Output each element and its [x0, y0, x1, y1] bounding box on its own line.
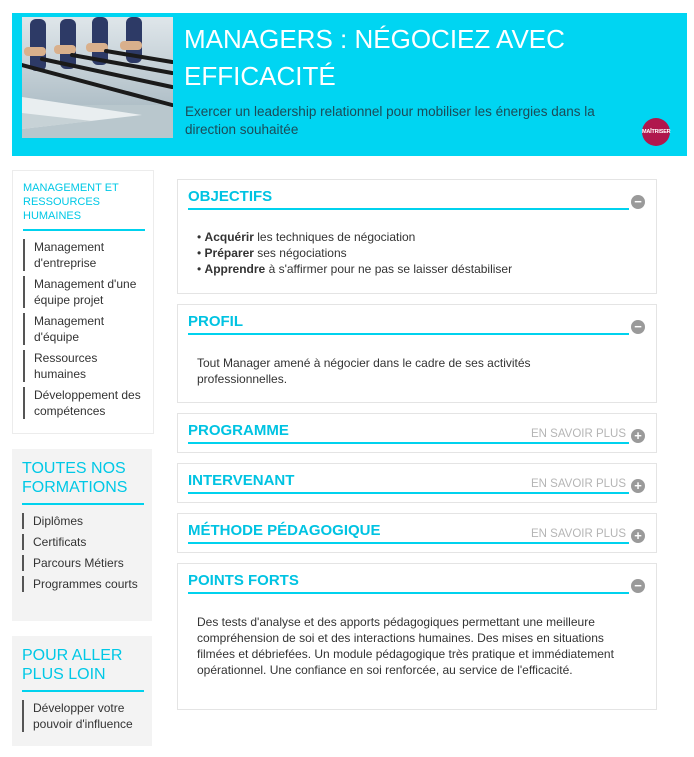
section-objectifs: [177, 179, 657, 294]
minus-circle-icon[interactable]: −: [631, 579, 645, 593]
page-subtitle: Exercer un leadership relationnel pour mobiliser les énergies dans la direction souhaitée: [185, 104, 595, 137]
sidebar-plus-loin: [12, 636, 152, 746]
section-title: PROGRAMME: [188, 422, 289, 439]
list-item: • Acquérir les techniques de négociation: [197, 230, 416, 244]
minus-circle-icon[interactable]: −: [631, 320, 645, 334]
en-savoir-plus-link[interactable]: EN SAVOIR PLUS: [530, 478, 626, 490]
sidebar-item-ressources-humaines[interactable]: Ressources humaines: [23, 350, 148, 382]
list-item: • Apprendre à s'affirmer pour ne pas se laisser déstabiliser: [197, 262, 513, 276]
en-savoir-plus-link[interactable]: EN SAVOIR PLUS: [530, 528, 626, 540]
sidebar-item-parcours-metiers[interactable]: Parcours Métiers: [22, 555, 147, 571]
section-profil: [177, 304, 657, 403]
section-points-forts: [177, 563, 657, 710]
section-intervenant-header[interactable]: [178, 464, 656, 498]
plus-circle-icon[interactable]: +: [631, 479, 645, 493]
section-intervenant[interactable]: [177, 463, 657, 503]
section-methode[interactable]: [177, 513, 657, 553]
sidebar-formations-heading[interactable]: TOUTES NOS FORMATIONS: [22, 459, 144, 505]
sidebar-management: [12, 170, 154, 434]
maitriser-badge: MAÎTRISER: [642, 118, 670, 146]
objectifs-list: [197, 229, 646, 277]
section-title: POINTS FORTS: [188, 572, 299, 589]
section-points-forts-text: Des tests d'analyse et des apports pédagogiques permettant une meilleure compréhension de soi et des interactions humaines. Des mises en situations filmées et débriefées. Un module pédagogique très pratique et immédiatement opérationnel. Une confiance en soi renforcée, au service de l'efficacité.: [197, 615, 614, 677]
page-title: MANAGERS : NÉGOCIEZ AVEC EFFICACITÉ: [184, 24, 565, 91]
sidebar-item-programmes-courts[interactable]: Programmes courts: [22, 576, 147, 592]
section-title: PROFIL: [188, 313, 243, 330]
section-points-forts-header[interactable]: [178, 564, 656, 598]
sidebar-item-diplomes[interactable]: Diplômes: [22, 513, 147, 529]
section-objectifs-body: [178, 214, 656, 291]
sidebar-plus-loin-heading[interactable]: POUR ALLER PLUS LOIN: [22, 646, 144, 692]
sidebar-item-management-entreprise[interactable]: Management d'entreprise: [23, 239, 148, 271]
sidebar-management-list: [23, 239, 143, 419]
minus-circle-icon[interactable]: −: [631, 195, 645, 209]
header-banner: [12, 13, 687, 156]
list-item: • Préparer ses négociations: [197, 246, 347, 260]
plus-circle-icon[interactable]: +: [631, 429, 645, 443]
section-title: OBJECTIFS: [188, 188, 273, 205]
sidebar-item-management-equipe[interactable]: Management d'équipe: [23, 313, 148, 345]
sidebar-management-heading[interactable]: MANAGEMENT ET RESSOURCES HUMAINES: [23, 181, 145, 231]
section-objectifs-header[interactable]: [178, 180, 656, 214]
section-title: INTERVENANT: [188, 472, 295, 489]
sidebar-item-developpement-competences[interactable]: Développement des compétences: [23, 387, 148, 419]
section-methode-header[interactable]: [178, 514, 656, 548]
section-profil-text: Tout Manager amené à négocier dans le cadre de ses activités professionnelles.: [197, 356, 531, 386]
en-savoir-plus-link[interactable]: EN SAVOIR PLUS: [530, 428, 626, 440]
section-programme-header[interactable]: [178, 414, 656, 448]
section-programme[interactable]: [177, 413, 657, 453]
sidebar-formations-list: [22, 513, 142, 592]
sidebar-plus-loin-list: [22, 700, 142, 732]
section-title: MÉTHODE PÉDAGOGIQUE: [188, 522, 381, 539]
sidebar-formations: [12, 449, 152, 621]
sidebar-item-pouvoir-influence[interactable]: Développer votre pouvoir d'influence: [22, 700, 147, 732]
sidebar-item-certificats[interactable]: Certificats: [22, 534, 147, 550]
plus-circle-icon[interactable]: +: [631, 529, 645, 543]
section-profil-header[interactable]: [178, 305, 656, 339]
sidebar-item-management-equipe-projet[interactable]: Management d'une équipe projet: [23, 276, 148, 308]
rowing-photo: [22, 17, 173, 138]
